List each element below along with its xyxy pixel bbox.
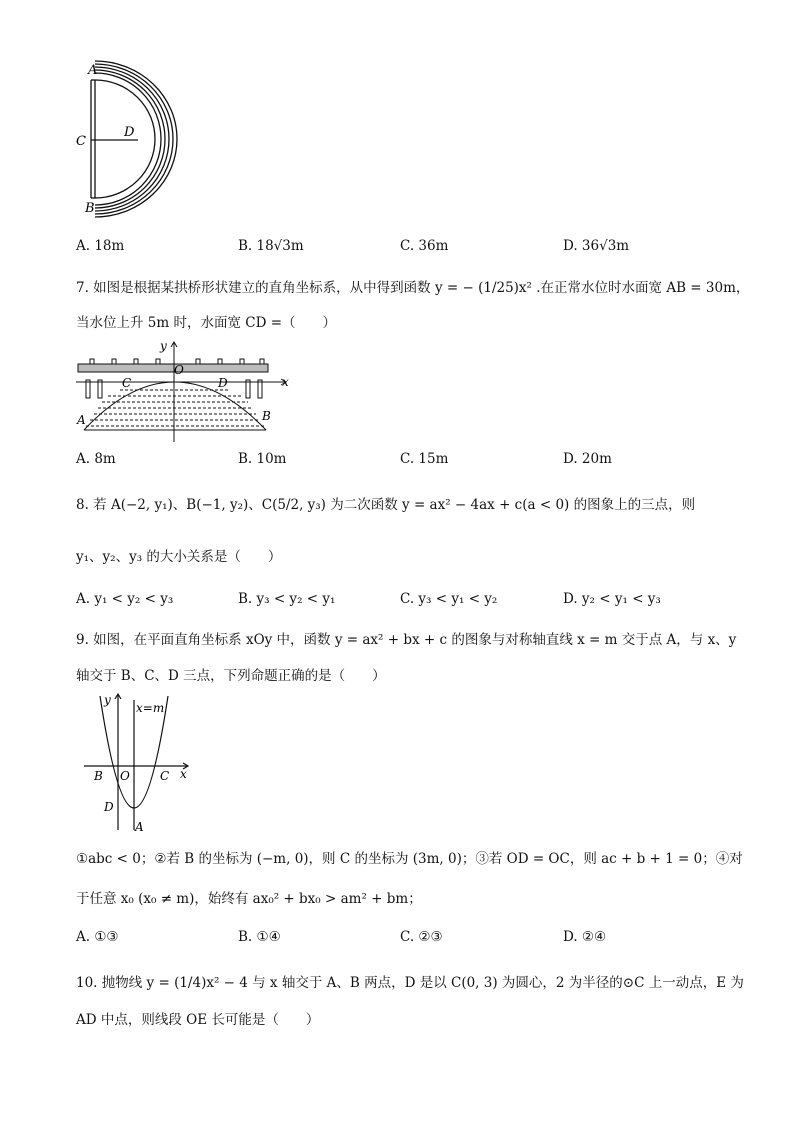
q9-option-b: B. ①④	[238, 929, 281, 945]
q7-label-o: O	[174, 363, 184, 377]
q9-label-xm: x=m	[136, 701, 165, 715]
q10-stem-line1: 10. 抛物线 y = (1/4)x² − 4 与 x 轴交于 A、B 两点，D 是以 C(0, 3) 为圆心，2 为半径的⊙C 上一动点，E 为	[76, 975, 744, 991]
q8-option-c: C. y₃ < y₁ < y₂	[400, 591, 498, 607]
q6-figure	[72, 60, 182, 220]
q9-label-d: D	[104, 800, 114, 814]
q9-label-x: x	[180, 767, 187, 781]
q8-option-a: A. y₁ < y₂ < y₃	[76, 591, 174, 607]
q7-label-b: B	[262, 409, 271, 423]
q9-label-c: C	[160, 769, 170, 783]
q7-option-c: C. 15m	[400, 451, 449, 467]
q6-option-c: C. 36m	[400, 238, 449, 254]
q9-statements-line1: ①abc < 0；②若 B 的坐标为 (−m, 0)，则 C 的坐标为 (3m, 0)；③若 OD = OC，则 ac + b + 1 = 0；④对	[76, 851, 743, 867]
q6-label-b: B	[85, 201, 95, 216]
q9-option-c: C. ②③	[400, 929, 443, 945]
q9-stem-line2: 轴交于 B、C、D 三点，下列命题正确的是（ ）	[76, 668, 386, 684]
q7-label-a: A	[77, 413, 86, 427]
q9-statements-line2: 于任意 x₀ (x₀ ≠ m)，始终有 ax₀² + bx₀ > am² + bm；	[76, 891, 422, 907]
q9-label-y: y	[104, 693, 111, 707]
q7-figure	[74, 338, 296, 444]
q7-label-y: y	[160, 339, 167, 353]
q7-label-x: x	[282, 375, 289, 389]
q9-option-d: D. ②④	[563, 929, 607, 945]
q6-label-c: C	[76, 134, 86, 149]
q7-stem-line2: 当水位上升 5m 时，水面宽 CD =（ ）	[76, 315, 337, 331]
q9-option-a: A. ①③	[76, 929, 119, 945]
q7-option-a: A. 8m	[76, 451, 116, 467]
q6-label-a: A	[88, 63, 98, 78]
q8-stem-line1: 8. 若 A(−2, y₁)、B(−1, y₂)、C(5/2, y₃) 为二次函数 y = ax² − 4ax + c(a < 0) 的图象上的三点，则	[76, 497, 696, 513]
q9-label-b: B	[94, 769, 103, 783]
q8-option-d: D. y₂ < y₁ < y₃	[563, 591, 661, 607]
q7-label-d: D	[218, 376, 228, 390]
q9-stem-line1: 9. 如图，在平面直角坐标系 xOy 中，函数 y = ax² + bx + c 的图象与对称轴直线 x = m 交于点 A，与 x、y	[76, 632, 737, 648]
q6-option-b: B. 18√3m	[238, 238, 304, 254]
q7-label-c: C	[122, 376, 132, 390]
q9-label-o: O	[120, 769, 130, 783]
q8-stem-line2: y₁、y₂、y₃ 的大小关系是（ ）	[76, 549, 282, 565]
q9-figure	[80, 690, 200, 835]
q8-option-b: B. y₃ < y₂ < y₁	[238, 591, 336, 607]
q6-option-d: D. 36√3m	[563, 238, 630, 254]
q9-label-a: A	[135, 820, 144, 834]
q7-stem-line1: 7. 如图是根据某拱桥形状建立的直角坐标系，从中得到函数 y = − (1/25)x² .在正常水位时水面宽 AB = 30m，	[76, 280, 750, 296]
q7-option-d: D. 20m	[563, 451, 612, 467]
q6-option-a: A. 18m	[76, 238, 125, 254]
q10-stem-line2: AD 中点，则线段 OE 长可能是（ ）	[76, 1012, 320, 1028]
q7-option-b: B. 10m	[238, 451, 287, 467]
q6-label-d: D	[124, 125, 135, 140]
